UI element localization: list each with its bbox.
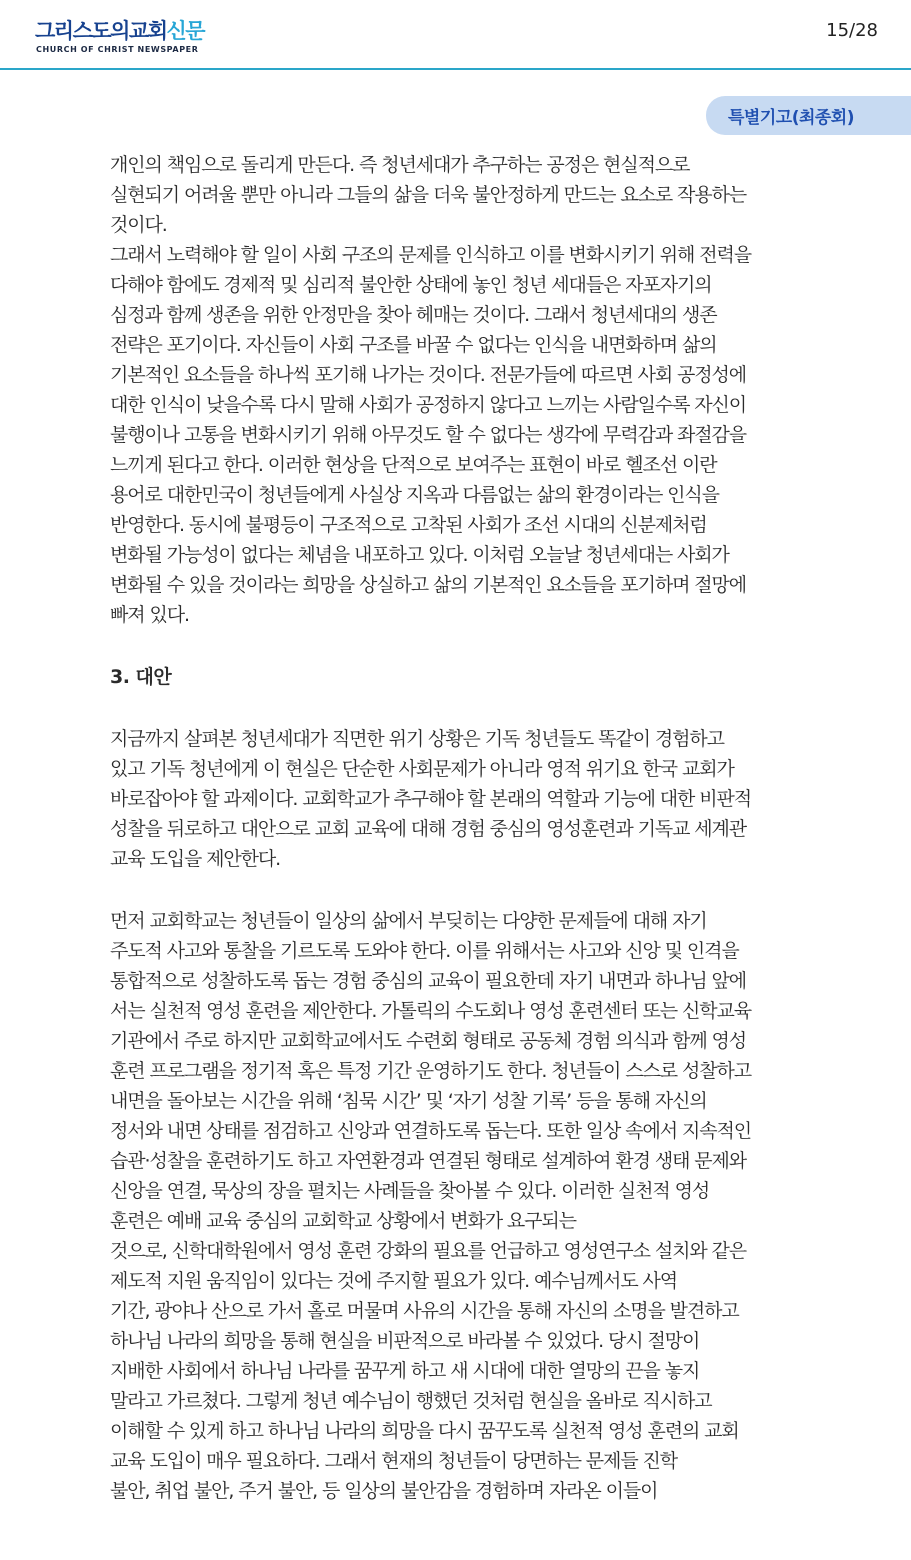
article-body: [110, 150, 815, 1506]
text-line: 빠져 있다.: [110, 604, 189, 626]
text-line: 변화될 가능성이 없다는 체념을 내포하고 있다. 이처럼 오늘날 청년세대는 사회가: [110, 544, 729, 566]
text-line: 실현되기 어려울 뿐만 아니라 그들의 삶을 더욱 불안정하게 만드는 요소로 작용하는: [110, 184, 747, 206]
logo-main-text: 그리스도의교회: [35, 19, 167, 43]
text-line: 불안, 취업 불안, 주거 불안, 등 일상의 불안감을 경험하며 자라온 이들이: [110, 1480, 658, 1502]
text-line: 것이다.: [110, 214, 167, 236]
text-line: 대한 인식이 낮을수록 다시 말해 사회가 공정하지 않다고 느끼는 사람일수록 자신이: [110, 394, 747, 416]
text-line: 심정과 함께 생존을 위한 안정만을 찾아 헤매는 것이다. 그래서 청년세대의 생존: [110, 304, 717, 326]
text-line: 바로잡아야 할 과제이다. 교회학교가 추구해야 할 본래의 역할과 기능에 대한 비판적: [110, 788, 751, 810]
logo-subtitle: CHURCH OF CHRIST NEWSPAPER: [36, 45, 199, 54]
text-line: 교육 도입이 매우 필요하다. 그래서 현재의 청년들이 당면하는 문제들 진학: [110, 1450, 678, 1472]
text-line: 서는 실천적 영성 훈련을 제안한다. 가톨릭의 수도회나 영성 훈련센터 또는 신학교육: [110, 1000, 751, 1022]
text-line: 훈련 프로그램을 정기적 혹은 특정 기간 운영하기도 한다. 청년들이 스스로 성찰하고: [110, 1060, 751, 1082]
text-line: 것으로, 신학대학원에서 영성 훈련 강화의 필요를 언급하고 영성연구소 설치와 같은: [110, 1240, 747, 1262]
text-line: 교육 도입을 제안한다.: [110, 848, 281, 870]
text-line: 불행이나 고통을 변화시키기 위해 아무것도 할 수 없다는 생각에 무력감과 좌절감을: [110, 424, 747, 446]
text-line: 기간, 광야나 산으로 가서 홀로 머물며 사유의 시간을 통해 자신의 소명을 발견하고: [110, 1300, 739, 1322]
text-line: 말라고 가르쳤다. 그렇게 청년 예수님이 행했던 것처럼 현실을 올바로 직시하고: [110, 1390, 712, 1412]
text-line: 다해야 함에도 경제적 및 심리적 불안한 상태에 놓인 청년 세대들은 자포자기의: [110, 274, 712, 296]
paragraph-2: [110, 724, 815, 874]
newspaper-logo[interactable]: [35, 18, 204, 44]
text-line: 반영한다. 동시에 불평등이 구조적으로 고착된 사회가 조선 시대의 신분제처럼: [110, 514, 707, 536]
text-line: 지금까지 살펴본 청년세대가 직면한 위기 상황은 기독 청년들도 똑같이 경험하고: [110, 728, 724, 750]
text-line: 전략은 포기이다. 자신들이 사회 구조를 바꿀 수 없다는 인식을 내면화하며 삶의: [110, 334, 717, 356]
text-line: 개인의 책임으로 돌리게 만든다. 즉 청년세대가 추구하는 공정은 현실적으로: [110, 154, 690, 176]
section-badge: [706, 96, 911, 135]
page-number: 15/28: [826, 20, 878, 41]
section-heading: 3. 대안: [110, 666, 172, 688]
text-line: 기본적인 요소들을 하나씩 포기해 나가는 것이다. 전문가들에 따르면 사회 공정성에: [110, 364, 747, 386]
paragraph-1: [110, 150, 815, 630]
paragraph-3: [110, 906, 815, 1506]
text-line: 제도적 지원 움직임이 있다는 것에 주지할 필요가 있다. 예수님께서도 사역: [110, 1270, 678, 1292]
text-line: 하나님 나라의 희망을 통해 현실을 비판적으로 바라볼 수 있었다. 당시 절망이: [110, 1330, 700, 1352]
text-line: 통합적으로 성찰하도록 돕는 경험 중심의 교육이 필요한데 자기 내면과 하나님 앞에: [110, 970, 747, 992]
page-header: [0, 0, 911, 70]
text-line: 기관에서 주로 하지만 교회학교에서도 수련회 형태로 공동체 경험 의식과 함께 영성: [110, 1030, 747, 1052]
text-line: 정서와 내면 상태를 점검하고 신앙과 연결하도록 돕는다. 또한 일상 속에서 지속적인: [110, 1120, 751, 1142]
text-line: 그래서 노력해야 할 일이 사회 구조의 문제를 인식하고 이를 변화시키기 위해 전력을: [110, 244, 751, 266]
text-line: 습관·성찰을 훈련하기도 하고 자연환경과 연결된 형태로 설계하여 환경 생태 문제와: [110, 1150, 747, 1172]
text-line: 성찰을 뒤로하고 대안으로 교회 교육에 대해 경험 중심의 영성훈련과 기독교 세계관: [110, 818, 747, 840]
text-line: 내면을 돌아보는 시간을 위해 ‘침묵 시간’ 및 ‘자기 성찰 기록’ 등을 통해 자신의: [110, 1090, 707, 1112]
text-line: 먼저 교회학교는 청년들이 일상의 삶에서 부딪히는 다양한 문제들에 대해 자기: [110, 910, 707, 932]
text-line: 훈련은 예배 교육 중심의 교회학교 상황에서 변화가 요구되는: [110, 1210, 576, 1232]
text-line: 지배한 사회에서 하나님 나라를 꿈꾸게 하고 새 시대에 대한 열망의 끈을 놓지: [110, 1360, 700, 1382]
text-line: 이해할 수 있게 하고 하나님 나라의 희망을 다시 꿈꾸도록 실천적 영성 훈련의 교회: [110, 1420, 739, 1442]
logo-accent-text: 신문: [166, 19, 205, 43]
text-line: 느끼게 된다고 한다. 이러한 현상을 단적으로 보여주는 표현이 바로 헬조선 이란: [110, 454, 717, 476]
text-line: 신앙을 연결, 묵상의 장을 펼치는 사례들을 찾아볼 수 있다. 이러한 실천적 영성: [110, 1180, 710, 1202]
text-line: 용어로 대한민국이 청년들에게 사실상 지옥과 다름없는 삶의 환경이라는 인식을: [110, 484, 719, 506]
text-line: 있고 기독 청년에게 이 현실은 단순한 사회문제가 아니라 영적 위기요 한국 교회가: [110, 758, 734, 780]
text-line: 변화될 수 있을 것이라는 희망을 상실하고 삶의 기본적인 요소들을 포기하며 절망에: [110, 574, 747, 596]
text-line: 주도적 사고와 통찰을 기르도록 도와야 한다. 이를 위해서는 사고와 신앙 및 인격을: [110, 940, 739, 962]
section-badge-label: 특별기고(최종회): [728, 108, 854, 128]
